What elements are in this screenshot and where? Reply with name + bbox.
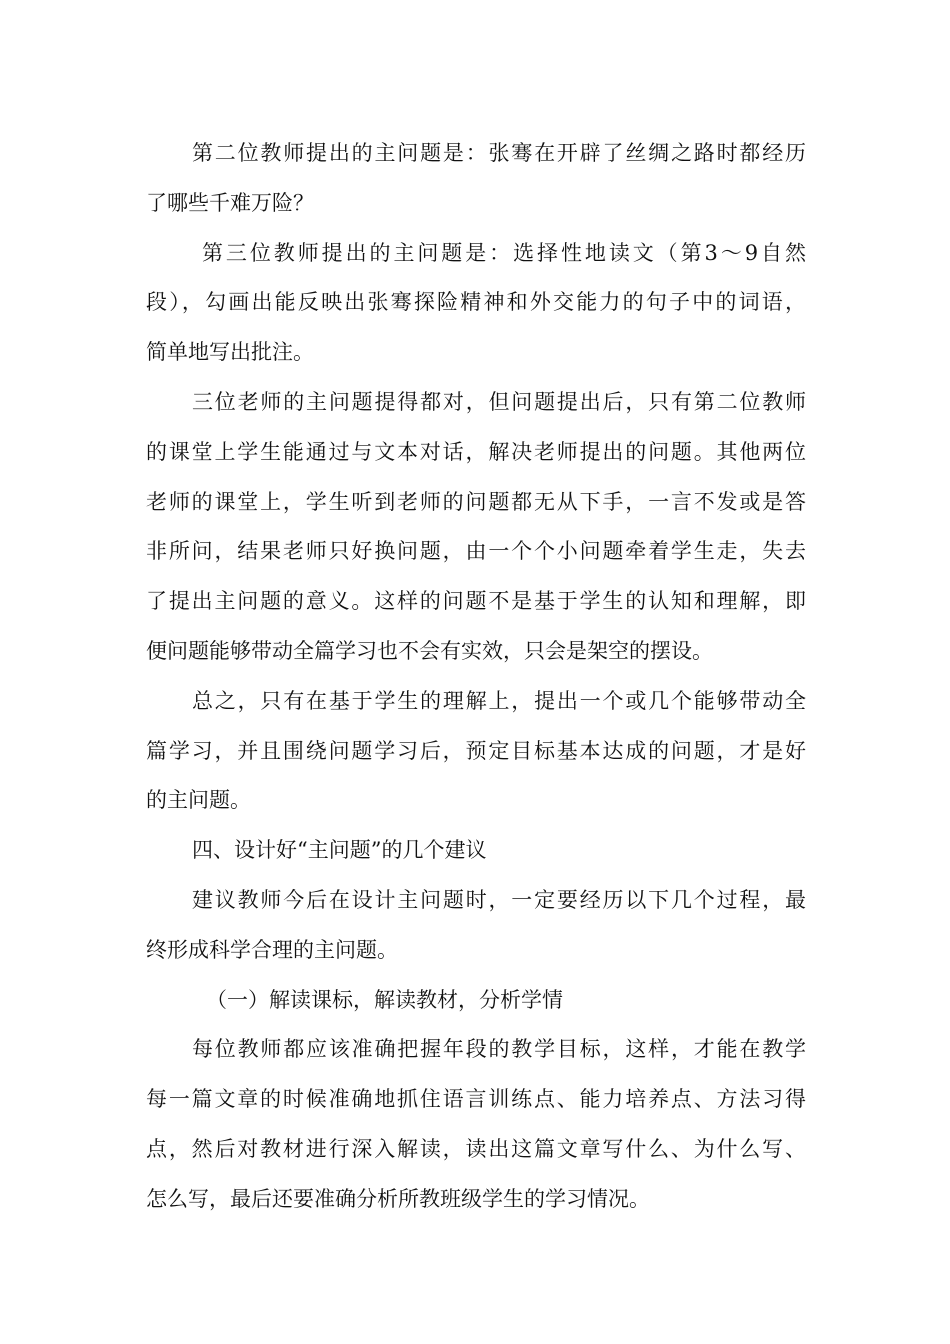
- paragraph-line: 点，然后对教材进行深入解读，读出这篇文章写什么、为什么写、: [146, 1136, 806, 1161]
- paragraph-line: 简单地写出批注。: [146, 340, 314, 365]
- paragraph-line: 便问题能够带动全篇学习也不会有实效，只会是架空的摆设。: [146, 638, 713, 663]
- paragraph-line: 老师的课堂上，学生听到老师的问题都无从下手，一言不发或是答: [146, 489, 806, 514]
- paragraph-line: 三位老师的主问题提得都对，但问题提出后，只有第二位教师: [192, 389, 806, 414]
- paragraph-line: 每一篇文章的时候准确地抓住语言训练点、能力培养点、方法习得: [146, 1087, 806, 1112]
- paragraph-line: 了提出主问题的意义。这样的问题不是基于学生的认知和理解，即: [146, 589, 806, 614]
- paragraph-line: 段），勾画出能反映出张骞探险精神和外交能力的句子中的词语，: [146, 290, 806, 315]
- paragraph-line: 了哪些千难万险？: [146, 190, 314, 215]
- paragraph-line: 建议教师今后在设计主问题时，一定要经历以下几个过程，最: [192, 887, 806, 912]
- section-heading: 四、设计好“主问题”的几个建议: [192, 838, 487, 863]
- paragraph-line: 篇学习，并且围绕问题学习后，预定目标基本达成的问题，才是好: [146, 738, 806, 763]
- subsection-heading: （一）解读课标，解读教材，分析学情: [206, 987, 563, 1012]
- paragraph-line: 每位教师都应该准确把握年段的教学目标，这样，才能在教学: [192, 1037, 806, 1062]
- paragraph-line: 总之，只有在基于学生的理解上，提出一个或几个能够带动全: [192, 688, 806, 713]
- paragraph-line: 终形成科学合理的主问题。: [146, 937, 398, 962]
- paragraph-line: 非所问，结果老师只好换问题，由一个个小问题牵着学生走，失去: [146, 539, 806, 564]
- paragraph-line: 第二位教师提出的主问题是：张骞在开辟了丝绸之路时都经历: [192, 141, 806, 165]
- paragraph-line: 的课堂上学生能通过与文本对话，解决老师提出的问题。其他两位: [146, 439, 806, 464]
- paragraph-line: 第三位教师提出的主问题是：选择性地读文（第3～9自然: [202, 240, 806, 265]
- paragraph-line: 怎么写，最后还要准确分析所教班级学生的学习情况。: [146, 1186, 650, 1211]
- paragraph-line: 的主问题。: [146, 788, 251, 813]
